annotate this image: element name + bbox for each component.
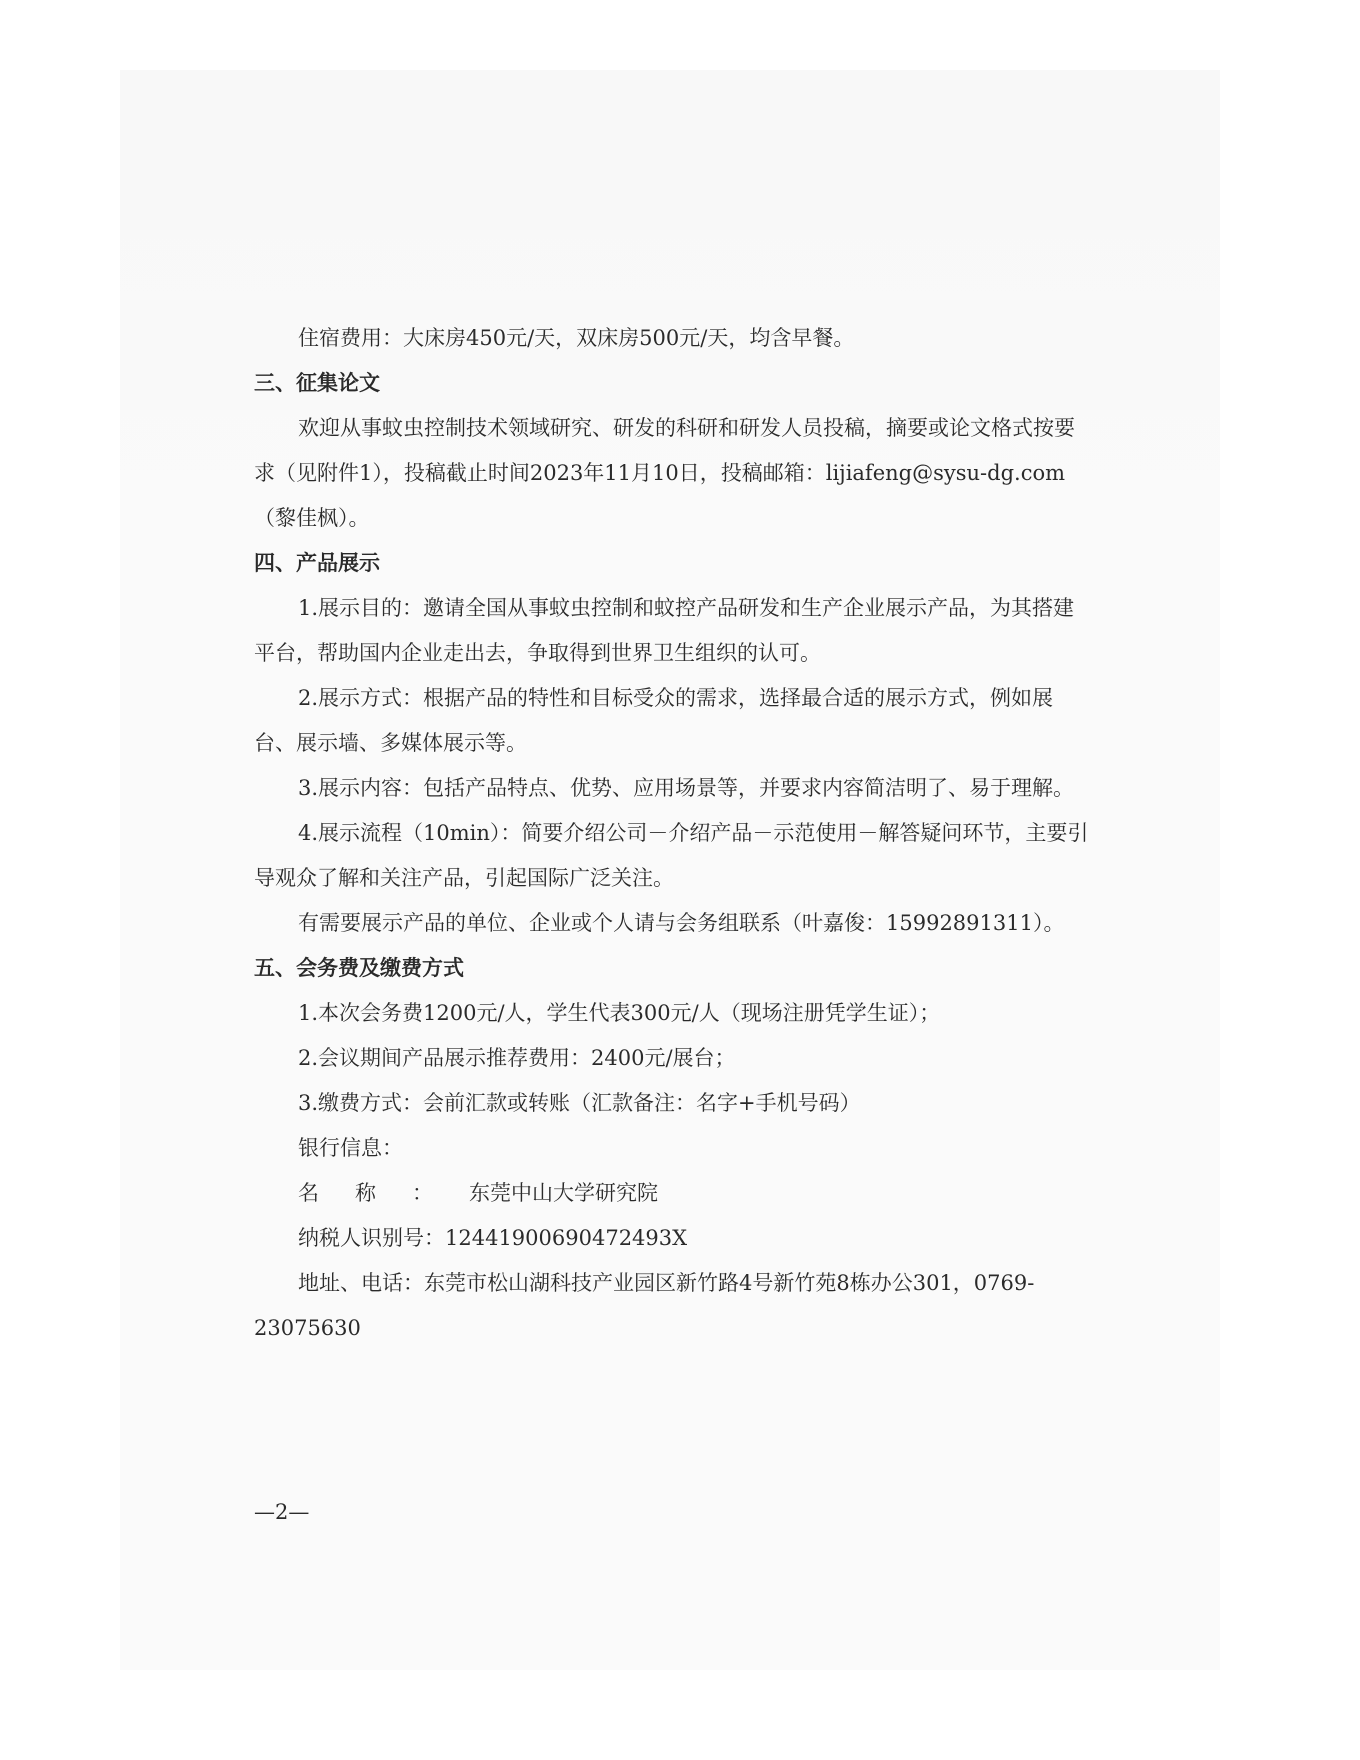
address-phone: 地址、电话：东莞市松山湖科技产业园区新竹路4号新竹苑8栋办公301，0769-23075630	[254, 1271, 1035, 1340]
section-4-item-3: 3.展示内容：包括产品特点、优势、应用场景等，并要求内容简洁明了、易于理解。	[298, 776, 1075, 800]
tax-id: 纳税人识别号：12441900690472493X	[298, 1226, 688, 1250]
bank-name-label: 名称：	[298, 1181, 469, 1205]
bank-name-value: 东莞中山大学研究院	[469, 1181, 658, 1205]
section-4-item-4: 4.展示流程（10min）：简要介绍公司－介绍产品－示范使用－解答疑问环节，主要引导观众了解和关注产品，引起国际广泛关注。	[254, 821, 1089, 890]
section-4-item-1: 1.展示目的：邀请全国从事蚊虫控制和蚊控产品研发和生产企业展示产品，为其搭建平台，帮助国内企业走出去，争取得到世界卫生组织的认可。	[254, 596, 1075, 665]
section-4-item-2: 2.展示方式：根据产品的特性和目标受众的需求，选择最合适的展示方式，例如展台、展示墙、多媒体展示等。	[254, 686, 1054, 755]
section-5-heading: 五、会务费及缴费方式	[254, 956, 464, 980]
section-4-contact: 有需要展示产品的单位、企业或个人请与会务组联系（叶嘉俊：15992891311）。	[298, 911, 1065, 935]
section-5-item-2: 2.会议期间产品展示推荐费用：2400元/展台；	[298, 1046, 736, 1070]
lodging-fee: 住宿费用：大床房450元/天，双床房500元/天，均含早餐。	[298, 326, 855, 350]
section-5-item-3: 3.缴费方式：会前汇款或转账（汇款备注：名字+手机号码）	[298, 1091, 861, 1115]
section-3-body: 欢迎从事蚊虫控制技术领域研究、研发的科研和研发人员投稿，摘要或论文格式按要求（见附件1），投稿截止时间2023年11月10日，投稿邮箱：lijiafeng@sysu-dg.com（黎佳枫）。	[254, 416, 1075, 530]
bank-name-line	[254, 1171, 1094, 1216]
bank-info-label: 银行信息：	[298, 1136, 403, 1160]
section-3-heading: 三、征集论文	[254, 371, 380, 395]
section-4-heading: 四、产品展示	[254, 551, 380, 575]
section-5-item-1: 1.本次会务费1200元/人，学生代表300元/人（现场注册凭学生证）；	[298, 1001, 941, 1025]
document-page	[254, 316, 1094, 1351]
page-number: —2—	[254, 1500, 310, 1524]
